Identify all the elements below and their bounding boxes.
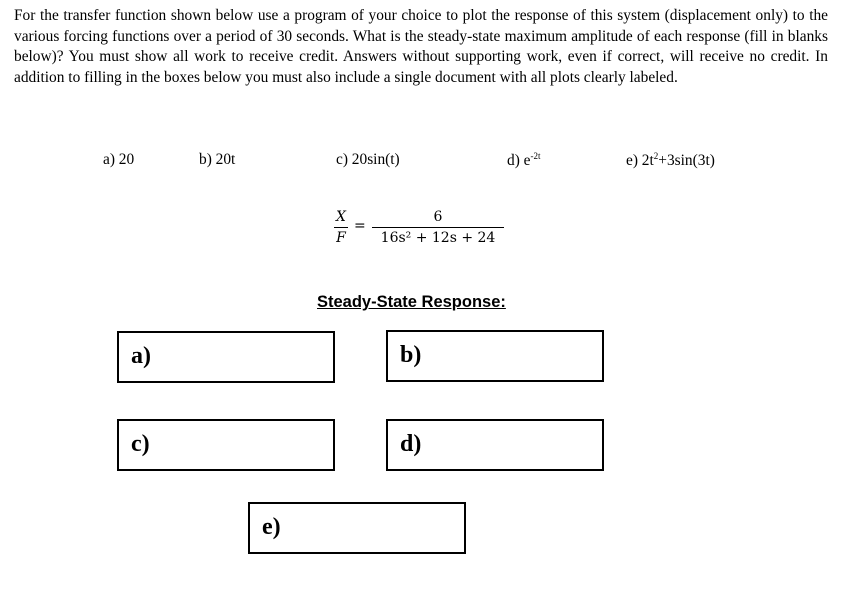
answer-box-e-label: e) bbox=[262, 514, 281, 540]
forcing-function-a bbox=[103, 151, 134, 169]
forcing-function-d bbox=[507, 151, 541, 170]
forcing-function-d-exponent: -2t bbox=[530, 151, 541, 161]
forcing-function-e-label: e) 2t bbox=[626, 152, 654, 169]
answer-box-b[interactable] bbox=[386, 330, 604, 382]
problem-statement: For the transfer function shown below use a program of your choice to plot the response of this system (displacement only) to the various forcing functions over a period of 30 seconds. What is the steady-state maximum amplitude of each response (fill in blanks below)? You must show all work to receive credit. Answers without supporting work, even if correct, will receive no credit. In addition to filling in the boxes below you must also include a single document with all plots clearly labeled. bbox=[14, 7, 828, 86]
answer-box-e[interactable] bbox=[248, 502, 466, 554]
answer-box-b-label: b) bbox=[400, 342, 422, 368]
steady-state-title: Steady-State Response: bbox=[317, 293, 506, 311]
forcing-function-e-exponent: 2 bbox=[653, 151, 659, 161]
forcing-function-b bbox=[199, 151, 235, 169]
answer-box-a[interactable] bbox=[117, 331, 335, 383]
answer-box-d[interactable] bbox=[386, 419, 604, 471]
transfer-function-lhs-denominator: F bbox=[336, 230, 346, 246]
transfer-function-rhs-numerator: 6 bbox=[433, 209, 443, 225]
answer-box-c[interactable] bbox=[117, 419, 335, 471]
forcing-function-e-rest: +3sin(3t) bbox=[658, 152, 715, 169]
forcing-function-d-label: d) e bbox=[507, 152, 531, 169]
transfer-function-rhs-denominator: 16s² + 12s + 24 bbox=[380, 230, 496, 246]
equals-sign: = bbox=[354, 218, 366, 234]
transfer-function-lhs-numerator: X bbox=[336, 209, 346, 225]
forcing-function-b-label: b) 20t bbox=[199, 151, 236, 168]
forcing-function-a-label: a) 20 bbox=[103, 151, 135, 168]
transfer-function-rhs bbox=[372, 207, 504, 248]
forcing-function-c bbox=[336, 151, 400, 169]
answer-box-a-label: a) bbox=[131, 343, 151, 369]
transfer-function-lhs bbox=[334, 207, 348, 248]
forcing-function-e bbox=[626, 151, 715, 170]
answer-box-d-label: d) bbox=[400, 431, 422, 457]
forcing-function-c-label: c) 20sin(t) bbox=[336, 151, 400, 168]
answer-box-c-label: c) bbox=[131, 431, 150, 457]
